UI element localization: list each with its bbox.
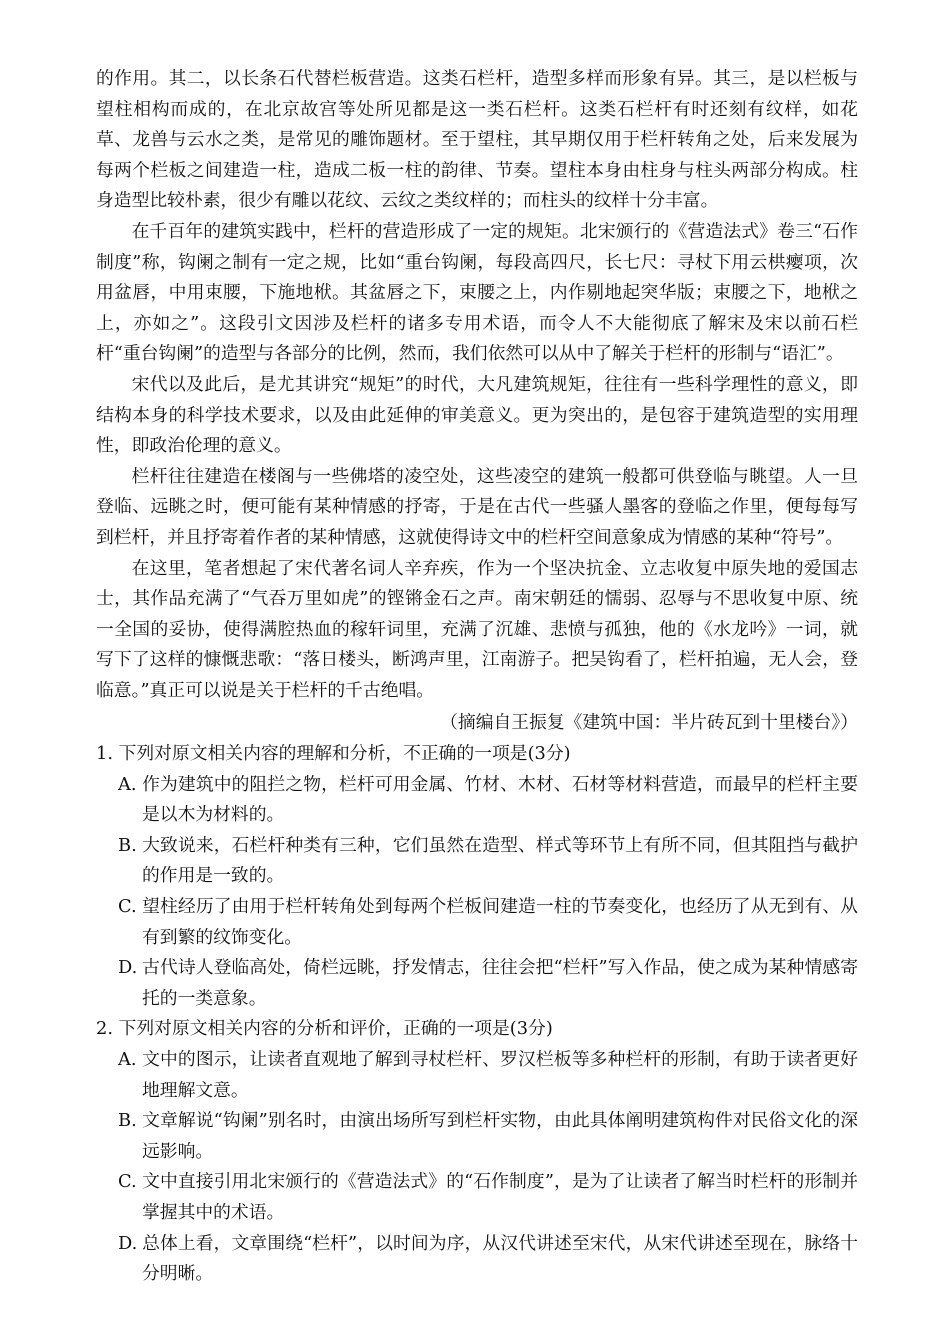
question-option-b [96, 831, 858, 892]
option-letter: D. [118, 957, 138, 979]
question-option-b [96, 1106, 858, 1167]
option-text: 大致说来，石栏杆种类有三种，它们虽然在造型、样式等环节上有所不同，但其阻挡与截护的作用是一致的。 [142, 834, 858, 887]
option-text: 望柱经历了由用于栏杆转角处到每两个栏板间建造一柱的节奏变化，也经历了从无到有、从有到繁的纹饰变化。 [142, 896, 858, 948]
option-letter: D. [118, 1232, 138, 1254]
question-option-d [96, 1229, 858, 1290]
passage-paragraph-3: 宋代以及此后，是尤其讲究“规矩”的时代，大凡建筑规矩，往往有一些科学理性的意义，即结构本身的科学技术要求，以及由此延伸的审美意义。更为突出的，是包容于建筑造型的实用理性，即政治伦理的意义。 [96, 373, 858, 457]
option-text: 总体上看，文章围绕“栏杆”，以时间为序，从汉代讲述至宋代，从宋代讲述至现在，脉络十分明晰。 [142, 1232, 858, 1285]
option-text: 古代诗人登临高处，倚栏远眺，抒发情志，往往会把“栏杆”写入作品，使之成为某种情感寄托的一类意象。 [142, 957, 858, 1009]
question-2 [96, 1014, 858, 1289]
question-option-a [96, 1045, 858, 1106]
question-stem: 2. 下列对原文相关内容的分析和评价，正确的一项是(3分) [96, 1018, 553, 1040]
passage-paragraph-5: 在这里，笔者想起了宋代著名词人辛弃疾，作为一个坚决抗金、立志收复中原失地的爱国志士，其作品充满了“气吞万里如虎”的铿锵金石之声。南宋朝廷的懦弱、忍辱与不思收复中原、统一全国的妥协，使得满腔热血的稼轩词里，充满了沉雄、悲愤与孤独，他的《水龙吟》一词，就写下了这样的慷慨悲歌：“落日楼头，断鸿声里，江南游子。把吴钩看了，栏杆拍遍，无人会，登临意。”真正可以说是关于栏杆的千古绝唱。 [96, 557, 858, 701]
passage-paragraph-4: 栏杆往往建造在楼阁与一些佛塔的凌空处，这些凌空的建筑一般都可供登临与眺望。人一旦登临、远眺之时，便可能有某种情感的抒寄，于是在古代一些骚人墨客的登临之作里，便每每写到栏杆，并且抒寄着作者的某种情感，这就使得诗文中的栏杆空间意象成为情感的某种“符号”。 [96, 465, 858, 548]
option-letter: C. [118, 896, 137, 918]
option-text: 文章解说“钩阑”别名时，由演出场所写到栏杆实物，由此具体阐明建筑构件对民俗文化的深远影响。 [142, 1110, 858, 1162]
passage-paragraph-1: 的作用。其二，以长条石代替栏板营造。这类石栏杆，造型多样而形象有异。其三，是以栏板与望柱相构而成的，在北京故宫等处所见都是这一类石栏杆。这类石栏杆有时还刻有纹样，如花草、龙兽与云水之类，是常见的雕饰题材。至于望柱，其早期仅用于栏杆转角之处，后来发展为每两个栏板之间建造一柱，造成二板一柱的韵律、节奏。望柱本身由柱身与柱头两部分构成。柱身造型比较朴素，很少有雕以花纹、云纹之类纹样的；而柱头的纹样十分丰富。 [96, 68, 858, 212]
question-option-c [96, 1167, 858, 1228]
option-letter: A. [118, 1049, 137, 1070]
question-1 [96, 739, 858, 1014]
passage-paragraph-2: 在千百年的建筑实践中，栏杆的营造形成了一定的规矩。北宋颁行的《营造法式》卷三“石作制度”称，钩阑之制有一定之规，比如“重台钩阑，每段高四尺，长七尺：寻杖下用云栱瘿项，次用盆唇，中用束腰，下施地栿。其盆唇之下，束腰之上，内作剔地起突华版；束腰之下，地栿之上，亦如之”。这段引文因涉及栏杆的诸多专用术语，而令人不大能彻底了解宋及宋以前石栏杆“重台钩阑”的造型与各部分的比例，然而，我们依然可以从中了解关于栏杆的形制与“语汇”。 [96, 220, 858, 365]
option-letter: B. [118, 834, 137, 856]
question-option-c [96, 892, 858, 953]
question-stem: 1. 下列对原文相关内容的理解和分析，不正确的一项是(3分) [96, 743, 571, 765]
question-option-a [96, 770, 858, 831]
passage-source: （摘编自王振复《建筑中国：半片砖瓦到十里楼台》） [440, 712, 858, 734]
option-text: 文中直接引用北宋颁行的《营造法式》的“石作制度”，是为了让读者了解当时栏杆的形制并掌握其中的术语。 [142, 1171, 858, 1223]
option-letter: C. [118, 1171, 137, 1193]
reading-passage [96, 64, 858, 739]
option-text: 文中的图示，让读者直观地了解到寻杖栏杆、罗汉栏板等多种栏杆的形制，有助于读者更好地理解文意。 [142, 1049, 858, 1101]
option-text: 作为建筑中的阻拦之物，栏杆可用金属、竹材、木材、石材等材料营造，而最早的栏杆主要是以木为材料的。 [142, 773, 858, 826]
option-letter: A. [118, 773, 137, 795]
option-letter: B. [118, 1110, 137, 1132]
question-option-d [96, 953, 858, 1014]
